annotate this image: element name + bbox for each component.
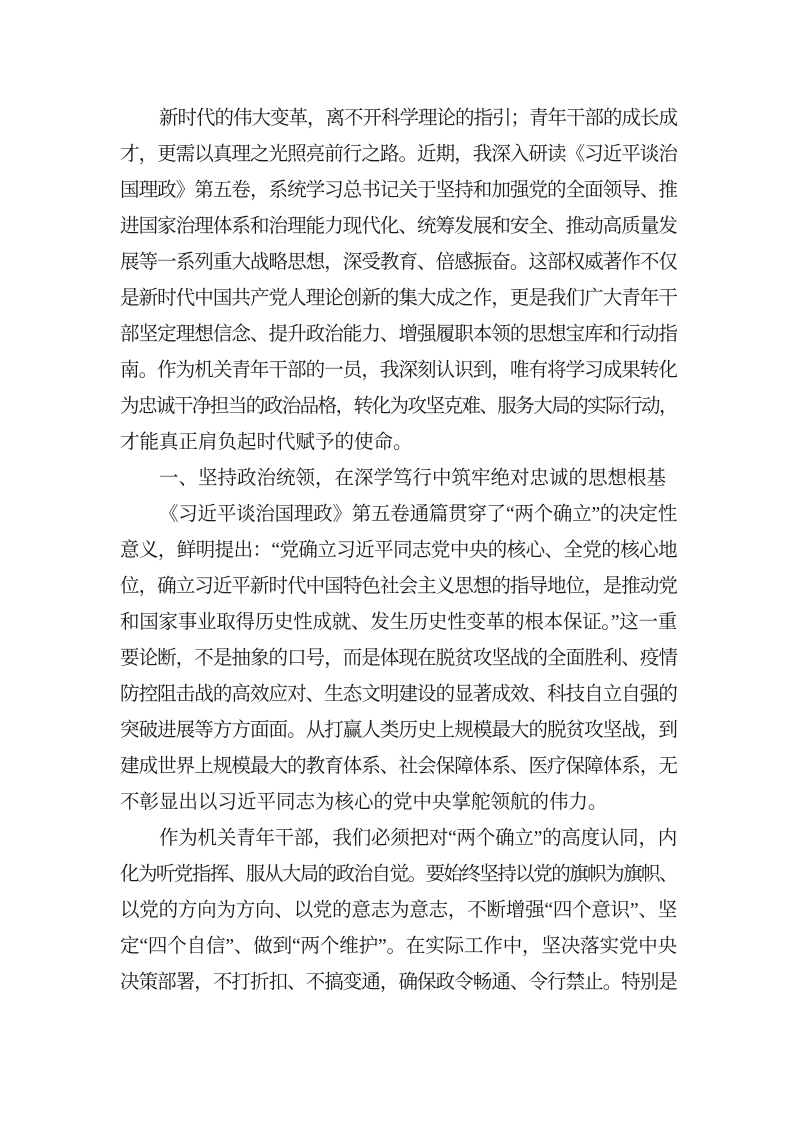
text-line: 防控阻击战的高效应对、生态文明建设的显著成效、科技自立自强的 (120, 684, 677, 705)
text-line: 化为听党指挥、服从大局的政治自觉。要始终坚持以党的旗帜为旗帜、 (120, 864, 677, 885)
text-line: 和国家事业取得历史性成就、发生历史性变革的根本保证。”这一重 (120, 612, 677, 633)
text-line: 位，确立习近平新时代中国特色社会主义思想的指导地位，是推动党 (120, 576, 677, 597)
text-line: 南。作为机关青年干部的一员，我深刻认识到，唯有将学习成果转化 (120, 360, 677, 381)
text-line: 才能真正肩负起时代赋予的使命。 (120, 432, 413, 453)
text-line: 意义，鲜明提出：“党确立习近平同志党中央的核心、全党的核心地 (120, 540, 677, 561)
body-paragraph (120, 821, 677, 1001)
text-line: 展等一系列重大战略思想，深受教育、倍感振奋。这部权威著作不仅 (120, 252, 677, 273)
text-line: 进国家治理体系和治理能力现代化、统筹发展和安全、推动高质量发 (120, 216, 677, 237)
text-line: 突破进展等方方面面。从打赢人类历史上规模最大的脱贫攻坚战，到 (120, 720, 677, 741)
text-line: 为忠诚干净担当的政治品格，转化为攻坚克难、服务大局的实际行动， (120, 396, 677, 417)
text-line: 部坚定理想信念、提升政治能力、增强履职本领的思想宝库和行动指 (120, 324, 677, 345)
body-paragraph (120, 497, 677, 821)
text-line: 建成世界上规模最大的教育体系、社会保障体系、医疗保障体系，无 (120, 756, 677, 777)
text-line: 要论断，不是抽象的口号，而是体现在脱贫攻坚战的全面胜利、疫情 (120, 648, 677, 669)
text-line: 新时代的伟大变革，离不开科学理论的指引；青年干部的成长成 (159, 108, 677, 129)
text-line: 《习近平谈治国理政》第五卷通篇贯穿了“两个确立”的决定性 (159, 504, 677, 525)
text-line: 是新时代中国共产党人理论创新的集大成之作，更是我们广大青年干 (120, 288, 677, 309)
text-line: 以党的方向为方向、以党的意志为意志，不断增强“四个意识”、坚 (120, 900, 677, 921)
body-paragraph (120, 101, 677, 461)
text-line: 不彰显出以习近平同志为核心的党中央掌舵领航的伟力。 (120, 792, 608, 813)
text-line: 国理政》第五卷，系统学习总书记关于坚持和加强党的全面领导、推 (120, 180, 677, 201)
text-line: 才，更需以真理之光照亮前行之路。近期，我深入研读《习近平谈治 (120, 144, 677, 165)
section-heading (120, 461, 677, 497)
heading-line: 一、坚持政治统领，在深学笃行中筑牢绝对忠诚的思想根基 (159, 468, 667, 489)
text-line: 定“四个自信”、做到“两个维护”。在实际工作中，坚决落实党中央 (120, 936, 677, 957)
text-content (120, 101, 677, 1001)
text-line: 作为机关青年干部，我们必须把对“两个确立”的高度认同，内 (159, 828, 677, 849)
text-line: 决策部署，不打折扣、不搞变通，确保政令畅通、令行禁止。特别是 (120, 972, 677, 993)
